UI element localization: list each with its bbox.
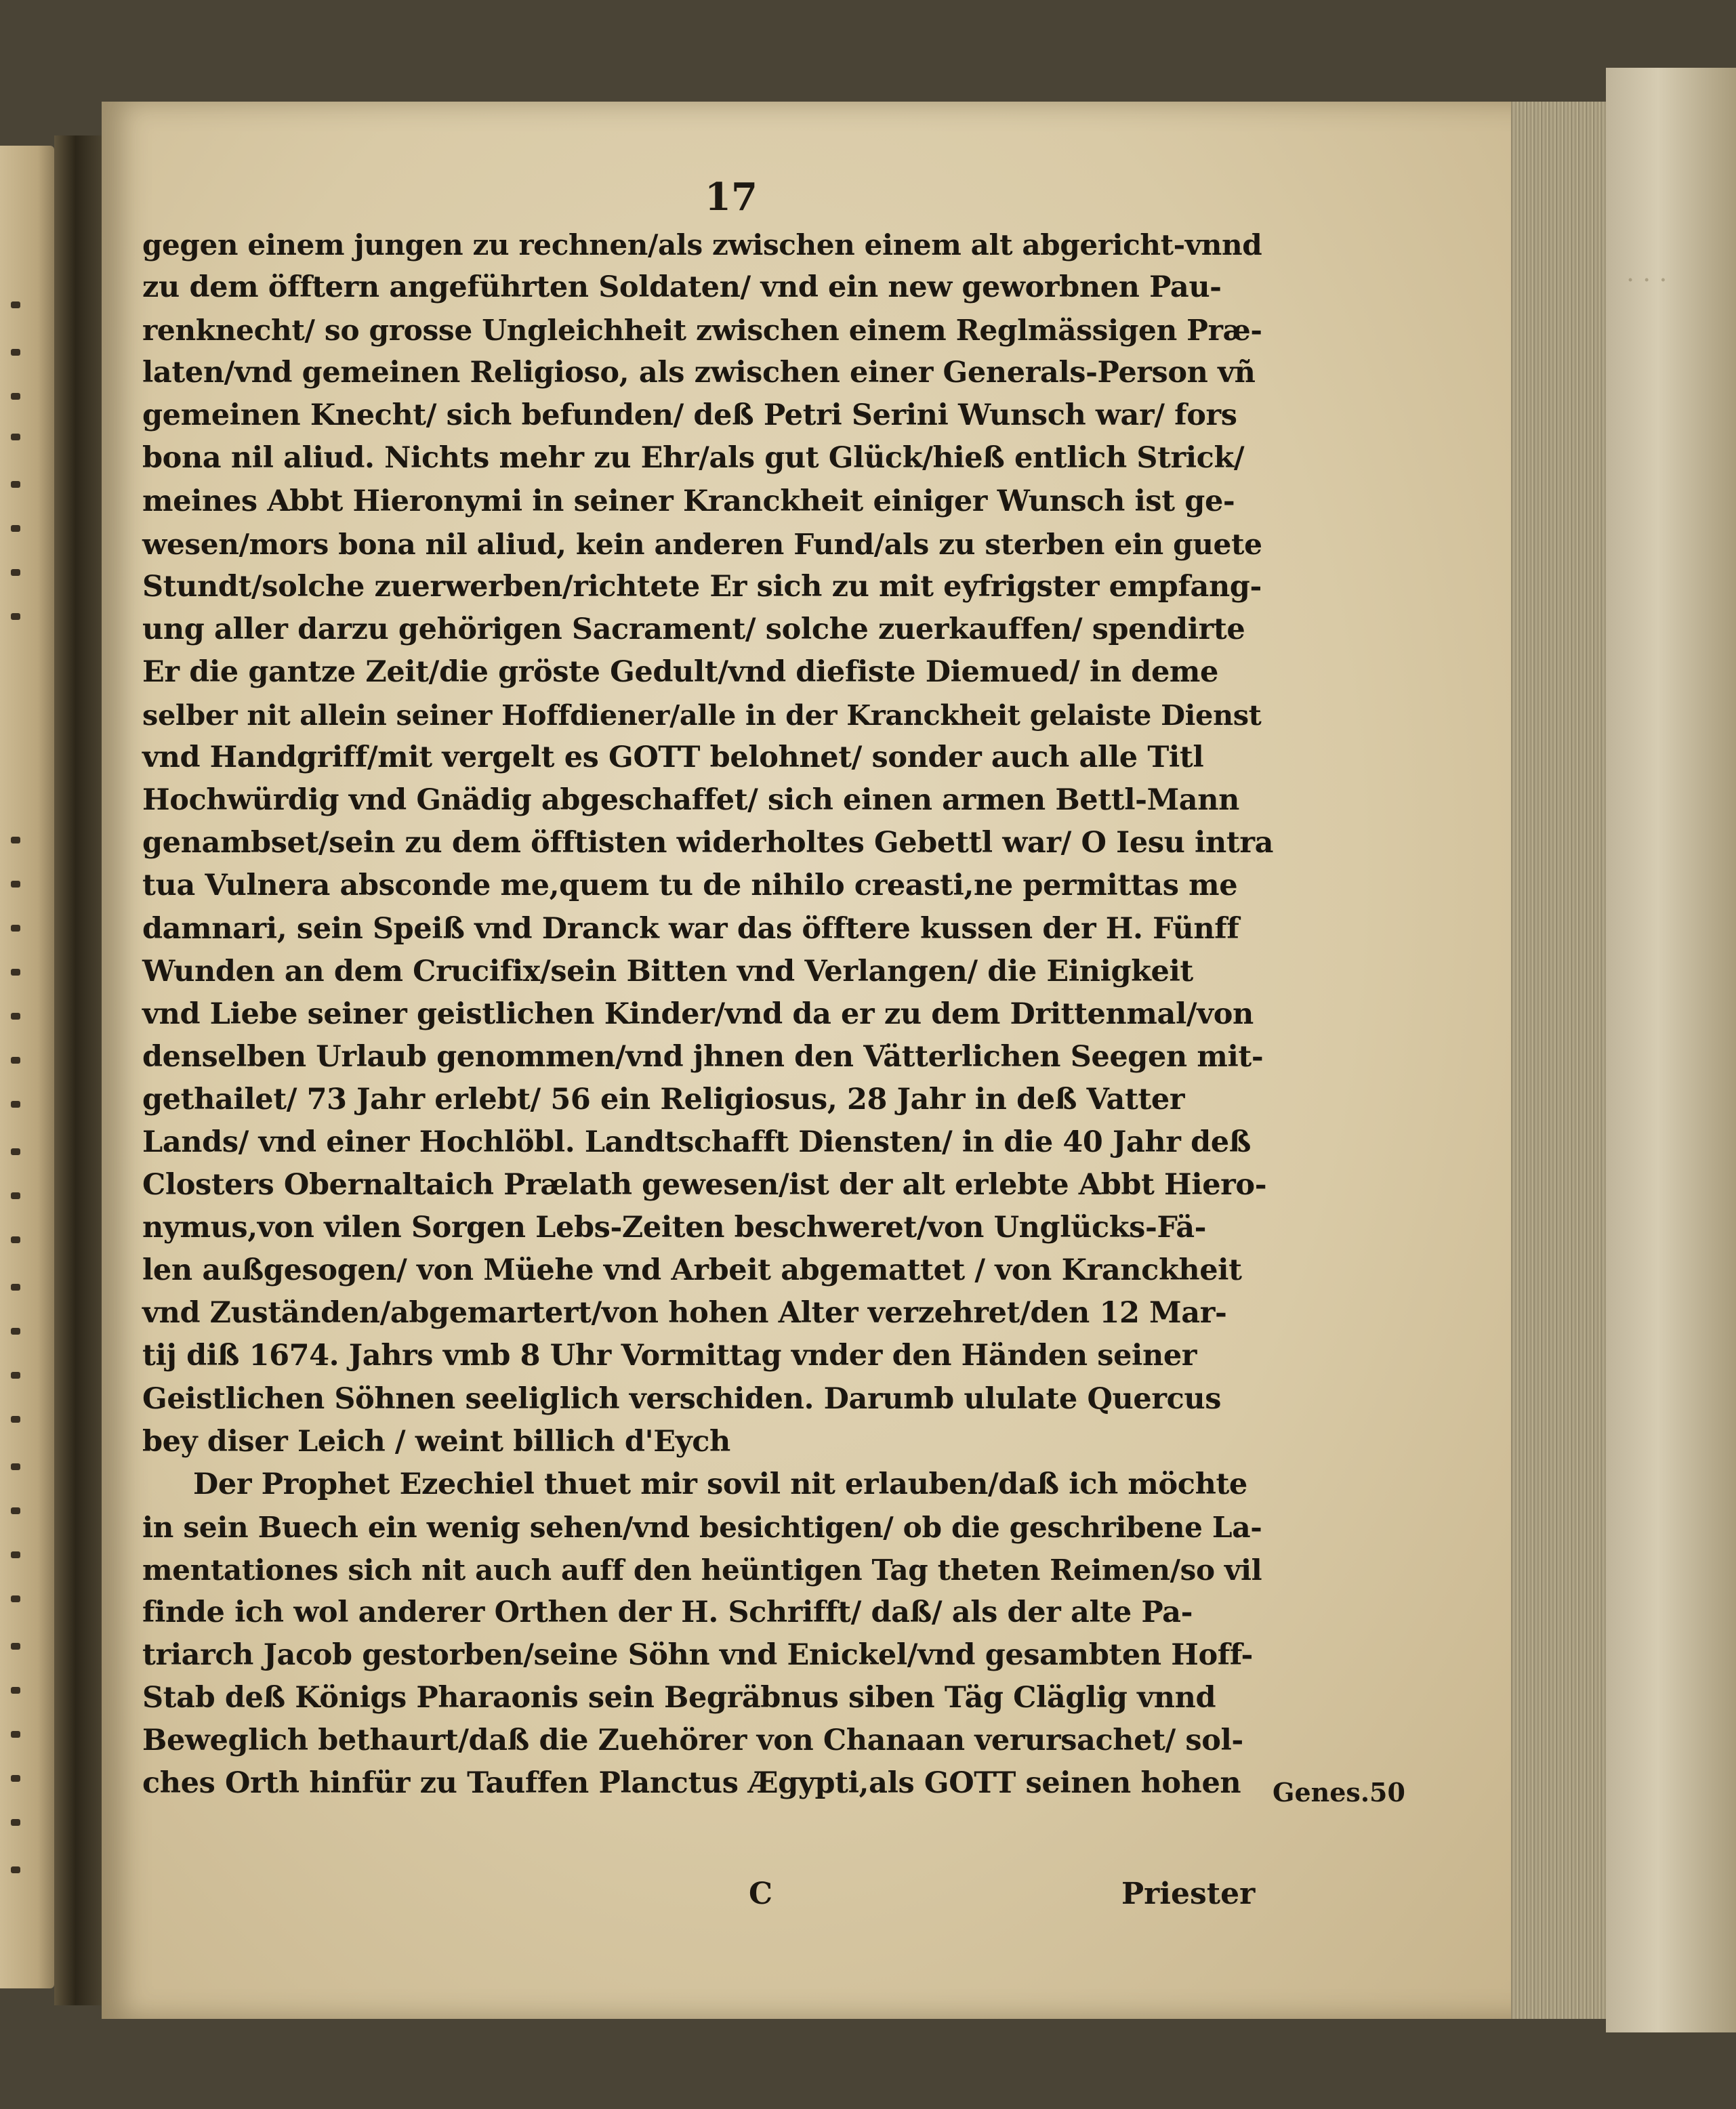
text-line: renknecht/ so grosse Ungleichheit zwischen einem Reglmässigen Præ-: [142, 313, 1262, 348]
text-line: vnd Liebe seiner geistlichen Kinder/vnd da er zu dem Drittenmal/von: [142, 997, 1254, 1031]
text-line: in sein Buech ein wenig sehen/vnd besichtigen/ ob die geschribene La-: [142, 1509, 1262, 1544]
body-text: [142, 224, 1274, 1805]
text-line: gemeinen Knecht/ sich befunden/ deß Petri Serini Wunsch war/ fors: [142, 398, 1237, 433]
text-line: finde ich wol anderer Orthen der H. Schrifft/ daß/ als der alte Pa-: [142, 1595, 1193, 1629]
text-line: Stab deß Königs Pharaonis sein Begräbnus siben Täg Cläglig vnnd: [142, 1681, 1216, 1715]
text-line: Der Prophet Ezechiel thuet mir sovil nit erlauben/daß ich möchte: [193, 1467, 1247, 1501]
text-line: triarch Jacob gestorben/seine Söhn vnd Enickel/vnd gesambten Hoff-: [142, 1638, 1253, 1673]
text-line: Hochwürdig vnd Gnädig abgeschaffet/ sich einen armen Bettl-Mann: [142, 783, 1239, 818]
text-line: Er die gantze Zeit/die gröste Gedult/vnd diefiste Diemued/ in deme: [142, 654, 1218, 689]
text-line: Stundt/solche zuerwerben/richtete Er sich zu mit eyfrigster empfang-: [142, 569, 1262, 604]
page-number: 17: [705, 175, 758, 220]
text-line: selber nit allein seiner Hoffdiener/alle in der Kranckheit gelaiste Dienst: [142, 698, 1262, 732]
text-line: bona nil aliud. Nichts mehr zu Ehr/als gut Glück/hieß entlich Strick/: [142, 441, 1245, 476]
catchword: Priester: [1121, 1877, 1256, 1911]
text-line: mentationes sich nit auch auff den heüntigen Tag theten Reimen/so vil: [142, 1552, 1262, 1587]
text-line: laten/vnd gemeinen Religioso, als zwischen einer Generals-Person vñ: [142, 356, 1256, 390]
text-line: ches Orth hinfür zu Tauffen Planctus Ægypti,als GOTT seinen hohen: [142, 1766, 1241, 1801]
text-line: tij diß 1674. Jahrs vmb 8 Uhr Vormittag vnder den Händen seiner: [142, 1339, 1197, 1373]
text-line: tua Vulnera absconde me,quem tu de nihilo creasti,ne permittas me: [142, 869, 1238, 903]
text-line: len außgesogen/ von Müehe vnd Arbeit abgemattet / von Kranckheit: [142, 1253, 1242, 1288]
text-line: vnd Zuständen/abgemartert/von hohen Alter verzehret/den 12 Mar-: [142, 1296, 1227, 1331]
text-line: vnd Handgriff/mit vergelt es GOTT belohnet/ sonder auch alle Titl: [142, 740, 1204, 775]
page-block-edges: [1511, 102, 1606, 2019]
show-through-fragment: . . .: [1626, 257, 1668, 287]
facing-page-edge: [0, 146, 54, 1988]
book-gutter: [54, 135, 102, 2005]
text-line: denselben Urlaub genommen/vnd jhnen den Vätterlichen Seegen mit-: [142, 1039, 1264, 1074]
book-cover-board: [1606, 68, 1736, 2032]
text-line: gethailet/ 73 Jahr erlebt/ 56 ein Religiosus, 28 Jahr in deß Vatter: [142, 1082, 1185, 1116]
text-line: Lands/ vnd einer Hochlöbl. Landtschafft Diensten/ in die 40 Jahr deß: [142, 1125, 1251, 1159]
text-line: Beweglich bethaurt/daß die Zuehörer von Chanaan verursachet/ sol-: [142, 1724, 1243, 1758]
text-line: genambset/sein zu dem öfftisten widerholtes Gebettl war/ O Iesu intra: [142, 826, 1274, 860]
text-line: bey diser Leich / weint billich d'Eych: [142, 1424, 730, 1459]
signature-mark: C: [749, 1877, 773, 1911]
facing-page-type-fragments: [4, 146, 45, 1988]
text-line: zu dem öfftern angeführten Soldaten/ vnd ein new geworbnen Pau-: [142, 270, 1222, 305]
text-line: Wunden an dem Crucifix/sein Bitten vnd Verlangen/ die Einigkeit: [142, 954, 1193, 988]
text-line: nymus,von vilen Sorgen Lebs-Zeiten beschweret/von Unglücks-Fä-: [142, 1211, 1207, 1245]
text-line: gegen einem jungen zu rechnen/als zwischen einem alt abgericht-vnnd: [142, 228, 1262, 262]
text-line: wesen/mors bona nil aliud, kein anderen Fund/als zu sterben ein guete: [142, 526, 1262, 561]
text-line: ung aller darzu gehörigen Sacrament/ solche zuerkauffen/ spendirte: [142, 612, 1245, 646]
text-line: Closters Obernaltaich Prælath gewesen/ist der alt erlebte Abbt Hiero-: [142, 1168, 1267, 1203]
margin-note: Genes.50: [1273, 1777, 1405, 1808]
text-line: damnari, sein Speiß vnd Dranck war das öfftere kussen der H. Fünff: [142, 911, 1239, 946]
text-line: meines Abbt Hieronymi in seiner Kranckheit einiger Wunsch ist ge-: [142, 484, 1235, 518]
text-line: Geistlichen Söhnen seeliglich verschiden. Darumb ululate Quercus: [142, 1381, 1222, 1416]
